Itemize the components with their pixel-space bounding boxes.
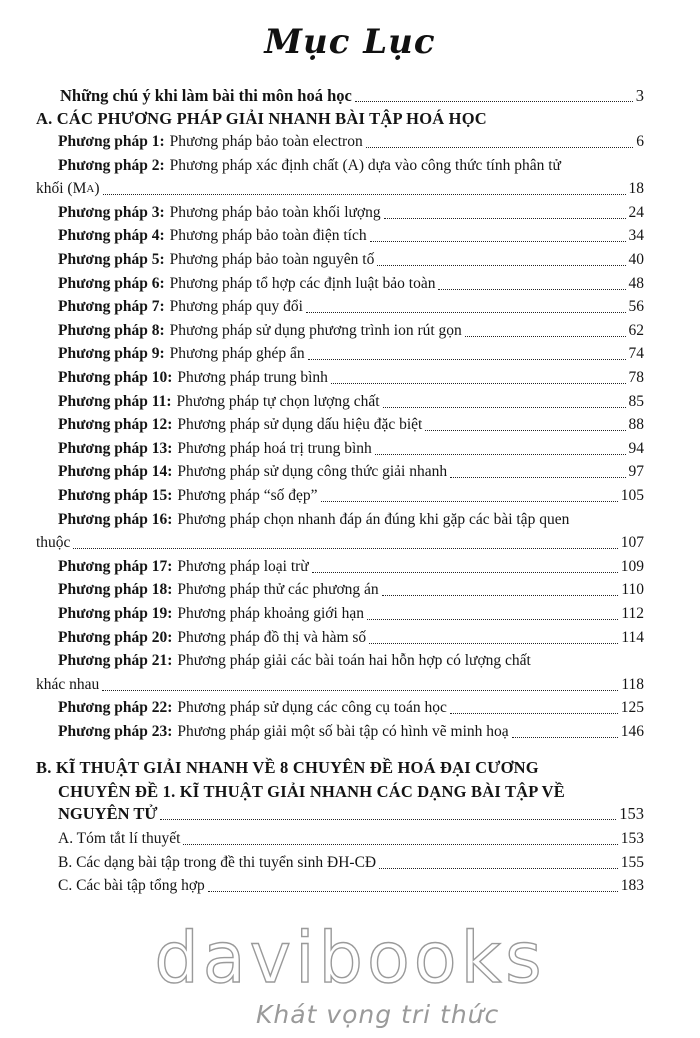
method-label: Phương pháp 8: [58,321,165,339]
toc-entry-method-8[interactable] [58,321,644,341]
toc-entry-method-4[interactable] [58,226,644,246]
dot-leader [512,737,618,738]
toc-page-number: 74 [628,345,644,363]
toc-entry-text: Phương pháp sử dụng công thức giải nhanh [177,463,448,481]
toc-entry-line [58,651,644,671]
dot-leader [103,194,626,195]
toc-page-number: 18 [628,180,644,198]
toc-entry-chapter-1-part[interactable] [58,853,644,873]
toc-entry-text: Phương pháp thử các phương án [177,581,379,599]
dot-leader [331,383,626,384]
method-label: Phương pháp 6: [58,274,165,292]
dot-leader [438,289,625,290]
dot-leader [367,619,618,620]
toc-entry-text: Phương pháp bảo toàn điện tích [169,227,367,245]
method-label: Phương pháp 1: [58,133,165,150]
toc-entry-method-5[interactable] [58,250,644,270]
method-label: Phương pháp 5: [58,251,165,268]
method-label: Phương pháp 11: [58,392,172,410]
section-b-heading: B. KĨ THUẬT GIẢI NHANH VỀ 8 CHUYÊN ĐỀ HOÁ ĐẠI CƯƠNG [36,758,539,777]
toc-entry-text: Phương pháp giải các bài toán hai hỗn hợp có lượng chất [177,652,531,670]
dot-leader [73,548,617,549]
dot-leader [383,407,626,408]
dot-leader [208,891,618,892]
toc-entry-text: Phương pháp ghép ẩn [169,345,305,363]
toc-entry-method-9[interactable] [58,344,644,364]
toc-entry-method-22[interactable] [58,698,644,718]
toc-entry-text: Phương pháp loại trừ [177,557,309,575]
dot-leader [379,868,618,869]
method-label: Phương pháp 16: [58,510,173,528]
toc-page-number: 48 [628,274,644,292]
dot-leader [370,241,626,242]
method-label: Phương pháp 3: [58,203,165,221]
method-label: Phương pháp 13: [58,439,173,457]
toc-page-number: 114 [621,628,644,646]
toc-entry-text: C. Các bài tập tổng hợp [58,877,205,894]
toc-page-number: 34 [628,227,644,245]
dot-leader [160,819,616,820]
toc-entry-text: Phương pháp giải một số bài tập có hình vẽ minh hoạ [177,723,509,740]
toc-page-number: 112 [621,605,644,622]
toc-entry-method-7[interactable] [58,297,644,317]
method-label: Phương pháp 23: [58,723,173,740]
dot-leader [375,454,626,455]
toc-entry-method-6[interactable] [58,274,644,294]
watermark-tagline: Khát vọng tri thức [256,1000,500,1029]
toc-page-number: 40 [628,251,644,268]
toc-entry-chapter-1[interactable] [58,804,644,824]
toc-entry-method-18[interactable] [58,580,644,600]
method-label: Phương pháp 19: [58,605,173,622]
dot-leader [306,312,626,313]
toc-entry-text: Phương pháp hoá trị trung bình [177,439,372,457]
dot-leader [366,147,634,148]
toc-entry-text: Phương pháp tự chọn lượng chất [176,392,380,410]
toc-page-number: 78 [628,369,644,386]
toc-entry-text: Phương pháp khoảng giới hạn [177,605,365,622]
toc-page-number: 183 [620,877,644,894]
toc-entry-text: Phương pháp bảo toàn khối lượng [169,203,381,221]
dot-leader [377,265,625,266]
dot-leader [465,336,626,337]
watermark-brand: davibooks [154,917,546,999]
dot-leader [308,359,626,360]
method-label: Phương pháp 22: [58,699,173,717]
toc-entry-chapter-1-part[interactable] [58,829,644,849]
toc-entry-intro[interactable] [60,86,644,106]
toc-page-number: 24 [628,203,644,221]
dot-leader [384,218,626,219]
toc-entry-text: Phương pháp chọn nhanh đáp án đúng khi gặp các bài tập quen [177,510,570,528]
toc-entry-continuation[interactable] [36,675,644,695]
method-label: Phương pháp 2: [58,156,165,174]
toc-entry-method-15[interactable] [58,486,644,506]
dot-leader [183,844,617,845]
toc-page-number: 97 [628,463,644,481]
toc-entry-method-11[interactable] [58,392,644,412]
dot-leader [425,430,625,431]
toc-entry-continuation[interactable] [36,533,644,553]
toc-entry-text: Phương pháp trung bình [177,369,328,386]
section-a-heading: A. CÁC PHƯƠNG PHÁP GIẢI NHANH BÀI TẬP HOÁ HỌC [36,109,487,128]
toc-entry-chapter-1-part[interactable] [58,876,644,896]
toc-entry-line [58,510,644,530]
subscript: A [86,183,95,196]
method-label: Phương pháp 12: [58,416,173,434]
toc-page-number: 3 [635,86,644,105]
method-label: Phương pháp 18: [58,581,173,599]
dot-leader [102,690,618,691]
method-label: Phương pháp 14: [58,463,173,481]
method-label: Phương pháp 15: [58,487,173,504]
toc-entry-text: Phương pháp sử dụng dấu hiệu đặc biệt [177,416,423,434]
method-label: Phương pháp 10: [58,369,173,386]
page-title: Mục Lục [264,22,436,62]
toc-entry-text: Phương pháp sử dụng phương trình ion rút gọn [169,321,462,339]
toc-page-number: 118 [621,675,644,693]
toc-entry-text: NGUYÊN TỬ [58,804,158,823]
toc-entry-text: Những chú ý khi làm bài thi môn hoá học [60,86,352,105]
toc-page-number: 88 [628,416,644,434]
toc-page-number: 125 [620,699,644,717]
toc-entry-method-12[interactable] [58,415,644,435]
toc-entry-line [58,156,644,176]
toc-page-number: 153 [619,804,644,823]
toc-page-number: 85 [628,392,644,410]
toc-entry-text: Phương pháp bảo toàn electron [169,133,363,150]
toc-entry-continuation-text: khác nhau [36,675,100,693]
toc-entry-text: Phương pháp tổ hợp các định luật bảo toàn [169,274,436,292]
toc-page-number: 94 [628,439,644,457]
toc-entry-text: Phương pháp sử dụng các công cụ toán học [177,699,447,717]
method-label: Phương pháp 7: [58,298,165,316]
toc-entry-method-19[interactable] [58,604,644,624]
dot-leader [321,501,618,502]
dot-leader [450,477,625,478]
dot-leader [355,101,633,102]
toc-entry-continuation-text: khối (M [36,180,87,198]
toc-page-number: 105 [620,487,644,504]
toc-entry-method-1[interactable] [58,132,644,152]
toc-entry-text: Phương pháp quy đổi [169,298,303,316]
toc-entry-method-13[interactable] [58,439,644,459]
toc-entry-text: Phương pháp bảo toàn nguyên tố [169,251,375,268]
toc-entry-method-10[interactable] [58,368,644,388]
toc-page-number: 62 [628,321,644,339]
dot-leader [312,572,618,573]
toc-page-number: 146 [620,723,644,740]
toc-entry-text: A. Tóm tắt lí thuyết [58,830,181,847]
toc-entry-text: Phương pháp đồ thị và hàm số [177,628,367,646]
toc-entry-continuation[interactable] [36,179,644,199]
toc-entry-method-20[interactable] [58,628,644,648]
toc-page-number: 110 [621,581,644,599]
toc-page-number: 107 [620,534,644,552]
method-label: Phương pháp 17: [58,557,173,575]
method-label: Phương pháp 9: [58,345,165,363]
method-label: Phương pháp 20: [58,628,173,646]
toc-entry-continuation-end: ) [94,180,100,198]
chapter-1-heading: CHUYÊN ĐỀ 1. KĨ THUẬT GIẢI NHANH CÁC DẠNG BÀI TẬP VỀ [58,782,566,801]
toc-page-number: 56 [628,298,644,316]
toc-entry-method-17[interactable] [58,557,644,577]
dot-leader [450,713,618,714]
toc-entry-text: Phương pháp xác định chất (A) dựa vào công thức tính phân tử [169,156,561,174]
toc-page-number: 153 [620,830,644,847]
toc-entry-method-14[interactable] [58,462,644,482]
method-label: Phương pháp 4: [58,227,165,245]
toc-page-number: 155 [620,853,644,871]
method-label: Phương pháp 21: [58,652,173,670]
toc-page-number: 6 [636,133,644,150]
toc-entry-continuation-text: thuộc [36,534,71,552]
dot-leader [369,643,618,644]
dot-leader [382,595,619,596]
toc-entry-method-3[interactable] [58,203,644,223]
toc-entry-method-23[interactable] [58,722,644,742]
toc-entry-text: Phương pháp “số đẹp” [177,487,318,504]
toc-page-number: 109 [620,557,644,575]
toc-entry-text: B. Các dạng bài tập trong đề thi tuyển sinh ĐH-CĐ [58,853,377,871]
